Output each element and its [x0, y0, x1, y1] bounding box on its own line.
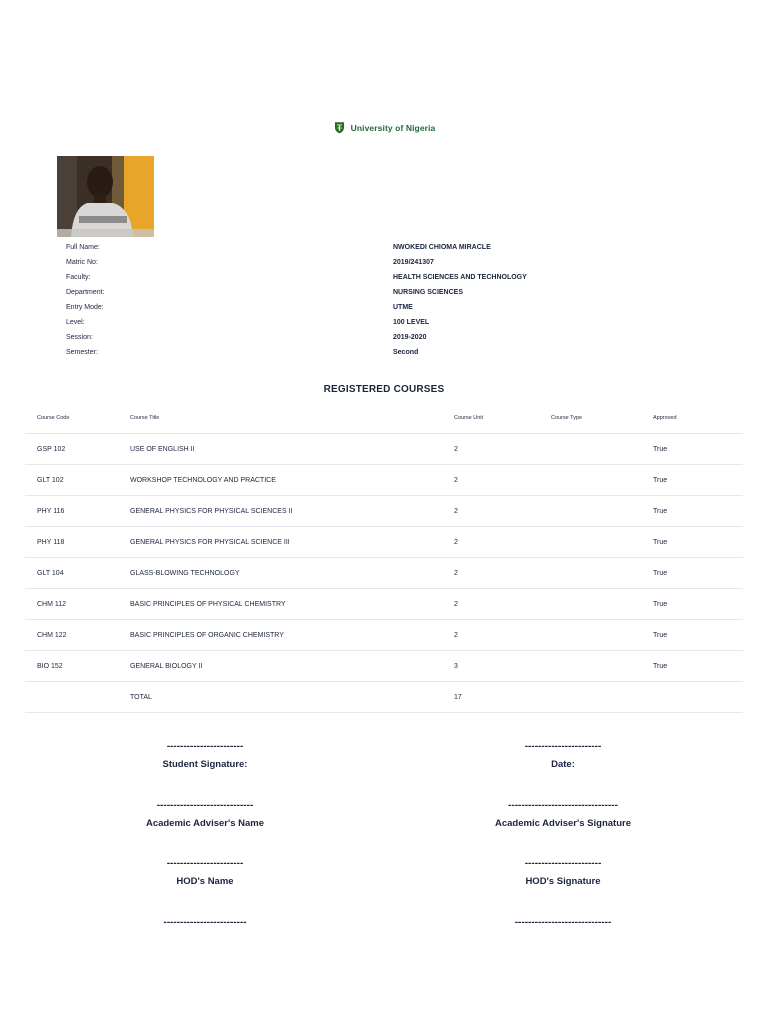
column-header-type: Course Type [551, 415, 583, 421]
hod-name-block [85, 858, 325, 887]
adviser-name-label: Academic Adviser's Name [145, 818, 265, 829]
info-value: 100 LEVEL [393, 319, 430, 326]
signature-line: ----------------------------- [514, 917, 612, 928]
course-unit: 2 [454, 631, 458, 639]
course-title: USE OF ENGLISH II [130, 445, 195, 453]
adviser-signature-block [443, 800, 683, 829]
info-row-faculty [66, 270, 626, 285]
course-title: GENERAL BIOLOGY II [130, 662, 203, 670]
course-title: GENERAL PHYSICS FOR PHYSICAL SCIENCE III [130, 538, 290, 546]
student-signature-block [85, 741, 325, 770]
table-row [25, 589, 743, 620]
bottom-right-line-block [443, 917, 683, 929]
info-label: Full Name: [66, 244, 100, 251]
hod-signature-block [443, 858, 683, 887]
course-code: PHY 118 [37, 538, 65, 546]
column-header-unit: Course Unit [454, 415, 484, 421]
info-value: Second [393, 349, 419, 356]
info-row-semester [66, 345, 626, 360]
course-unit: 2 [454, 600, 458, 608]
table-total-row [25, 682, 743, 713]
course-approved: True [653, 507, 668, 515]
column-header-approved: Approved [653, 415, 677, 421]
table-row [25, 651, 743, 682]
info-row-department [66, 285, 626, 300]
signature-line: ----------------------- [166, 741, 244, 752]
student-photo [57, 156, 154, 237]
info-row-full-name [66, 240, 626, 255]
total-units: 17 [454, 693, 462, 701]
course-unit: 2 [454, 476, 458, 484]
signature-line: ----------------------- [166, 858, 244, 869]
table-row [25, 558, 743, 589]
info-label: Semester: [66, 349, 98, 356]
total-label: TOTAL [130, 693, 152, 701]
table-row [25, 496, 743, 527]
course-title: GENERAL PHYSICS FOR PHYSICAL SCIENCES II [130, 507, 293, 515]
course-approved: True [653, 476, 668, 484]
signature-line: --------------------------------- [508, 800, 618, 811]
info-label: Department: [66, 289, 105, 296]
course-code: CHM 122 [37, 631, 67, 639]
column-header-title: Course Title [130, 415, 160, 421]
course-unit: 2 [454, 569, 458, 577]
bottom-left-line-block [85, 917, 325, 929]
course-unit: 2 [454, 538, 458, 546]
course-title: WORKSHOP TECHNOLOGY AND PRACTICE [130, 476, 276, 484]
student-signature-label: Student Signature: [162, 759, 248, 770]
hod-signature-label: HOD's Signature [525, 876, 601, 887]
date-block [443, 741, 683, 770]
course-approved: True [653, 631, 668, 639]
adviser-signature-label: Academic Adviser's Signature [494, 818, 631, 829]
date-label: Date: [551, 759, 575, 770]
info-label: Faculty: [66, 274, 91, 281]
course-unit: 2 [454, 445, 458, 453]
course-code: BIO 152 [37, 662, 63, 670]
table-row [25, 434, 743, 465]
signature-line: ----------------------- [524, 858, 602, 869]
info-label: Level: [66, 319, 85, 326]
course-code: GSP 102 [37, 445, 66, 453]
adviser-name-block [85, 800, 325, 829]
course-approved: True [653, 538, 668, 546]
info-label: Entry Mode: [66, 304, 104, 311]
course-unit: 2 [454, 507, 458, 515]
info-value: 2019-2020 [393, 334, 427, 341]
course-code: CHM 112 [37, 600, 67, 608]
info-row-session [66, 330, 626, 345]
hod-name-label: HOD's Name [176, 876, 234, 887]
course-approved: True [653, 662, 668, 670]
course-title: BASIC PRINCIPLES OF ORGANIC CHEMISTRY [130, 631, 284, 639]
signature-line: ----------------------- [524, 741, 602, 752]
university-crest-icon [333, 121, 346, 134]
info-value: NWOKEDI CHIOMA MIRACLE [393, 244, 491, 251]
info-value: UTME [393, 304, 413, 311]
table-row [25, 620, 743, 651]
course-code: GLT 104 [37, 569, 64, 577]
course-code: GLT 102 [37, 476, 64, 484]
table-header-row [25, 403, 743, 434]
info-row-entry-mode [66, 300, 626, 315]
info-row-matric-no [66, 255, 626, 270]
column-header-code: Course Code [37, 415, 70, 421]
course-unit: 3 [454, 662, 458, 670]
course-title: GLASS-BLOWING TECHNOLOGY [130, 569, 240, 577]
info-label: Matric No: [66, 259, 98, 266]
course-table [25, 403, 743, 713]
table-row [25, 527, 743, 558]
info-value: HEALTH SCIENCES AND TECHNOLOGY [393, 274, 527, 281]
document-header [0, 121, 768, 134]
signature-line: ----------------------------- [156, 800, 254, 811]
university-name: University of Nigeria [350, 122, 436, 133]
registered-courses-title: REGISTERED COURSES [323, 384, 445, 395]
course-approved: True [653, 445, 668, 453]
info-label: Session: [66, 334, 93, 341]
info-row-level [66, 315, 626, 330]
course-approved: True [653, 600, 668, 608]
course-code: PHY 116 [37, 507, 65, 515]
info-value: 2019/241307 [393, 259, 434, 266]
course-approved: True [653, 569, 668, 577]
table-row [25, 465, 743, 496]
student-info [66, 240, 626, 360]
signature-line: ------------------------- [163, 917, 247, 928]
info-value: NURSING SCIENCES [393, 289, 464, 296]
course-title: BASIC PRINCIPLES OF PHYSICAL CHEMISTRY [130, 600, 286, 608]
